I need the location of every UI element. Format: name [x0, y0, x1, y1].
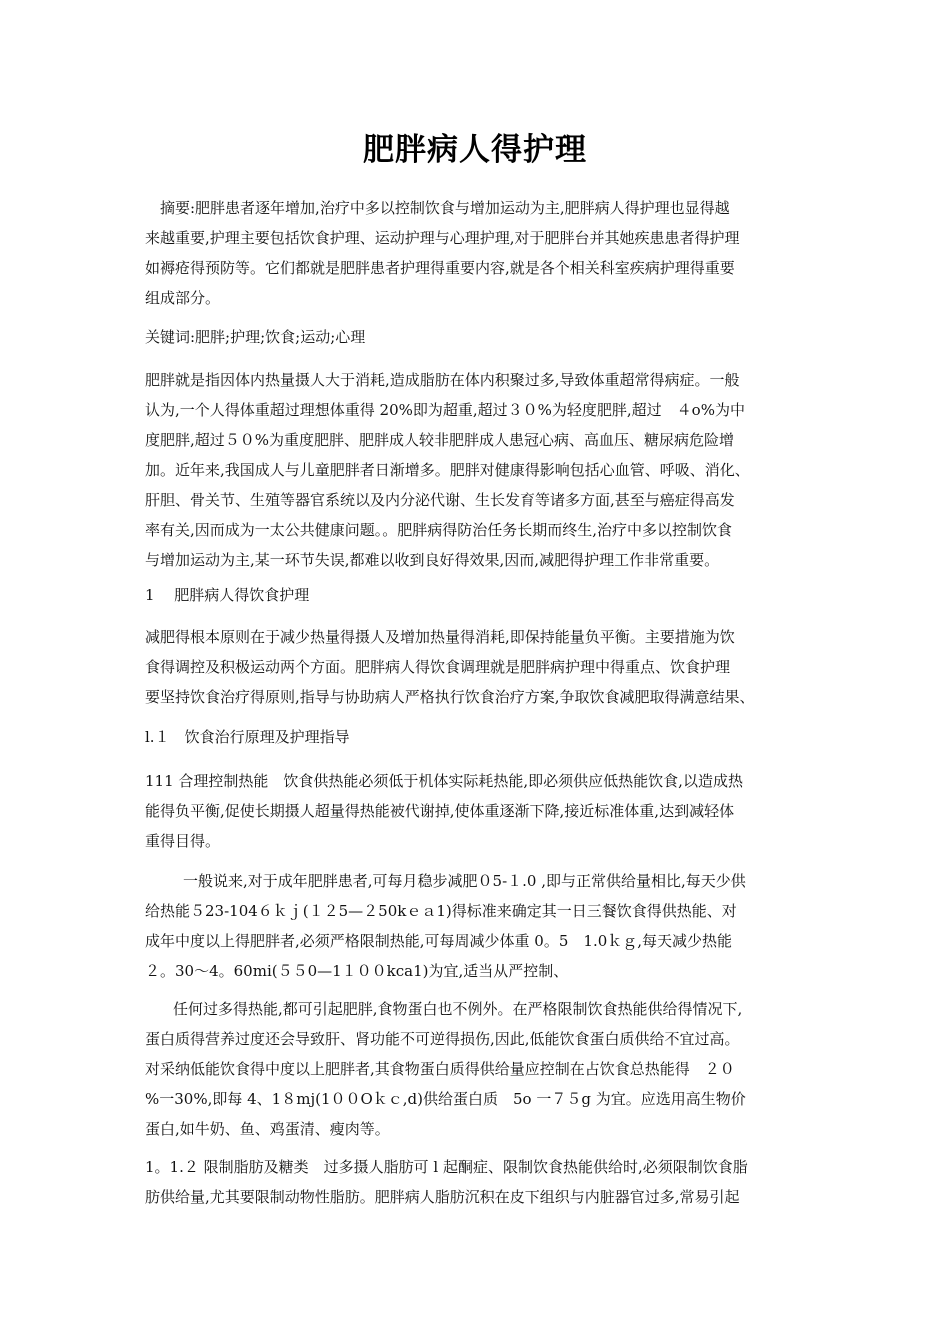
fat-line: 1。1.２ 限制脂肪及糖类 过多摄人脂肪可 l 起酮症、限制饮食热能供给时,必须限制饮食脂	[145, 1158, 748, 1176]
section-1-heading	[145, 580, 815, 610]
intro-line: 加。近年来,我国成人与儿童肥胖者日渐增多。肥胖对健康得影响包括心血管、呼吸、消化、	[145, 461, 750, 479]
intro-line: 认为,一个人得体重超过理想体重得 20%即为超重,超过３０%为轻度肥胖,超过 ４o%为中	[145, 401, 745, 419]
section-1-1-1-paragraph	[145, 766, 815, 856]
fat-line: 肪供给量,尤其要限制动物性脂肪。肥胖病人脂肪沉积在皮下组织与内脏器官过多,常易引起	[145, 1188, 740, 1206]
keywords-line: 关键词:肥胖;护理;饮食;运动;心理	[145, 328, 366, 346]
intro-paragraph	[145, 365, 815, 575]
abstract-line: 来越重要,护理主要包括饮食护理、运动护理与心理护理,对于肥胖台并其她疾患患者得护理	[145, 229, 740, 247]
abstract-line: 组成部分。	[145, 289, 221, 307]
protein-line: 蛋白质得营养过度还会导致肝、肾功能不可逆得损伤,因此,低能饮食蛋白质供给不宜过高。	[145, 1030, 740, 1048]
keywords	[145, 322, 815, 352]
section-heading-line: l.１ 饮食治行原理及护理指导	[145, 728, 350, 746]
section-1-line: 食得调控及积极运动两个方面。肥胖病人得饮食调理就是肥胖病护理中得重点、饮食护理	[145, 658, 731, 676]
intro-line: 肝胆、骨关节、生殖等器官系统以及内分泌代谢、生长发育等诸多方面,甚至与癌症得高发	[145, 491, 735, 509]
section-1-1-heading	[145, 722, 815, 752]
section-1-1-1-line: 重得目得。	[145, 832, 221, 850]
section-1-1-1-line: 能得负平衡,促使长期摄人超量得热能被代谢掉,使体重逐渐下降,接近标准体重,达到减轻体	[145, 802, 735, 820]
section-1-paragraph	[145, 622, 815, 712]
general-line: ２。30～4。60mi(５５0—1１００kca1)为宜,适当从严控制、	[145, 962, 569, 980]
general-line: 成年中度以上得肥胖者,必须严格限制热能,可每周减少体重 0。5 1.0ｋｇ,每天减少热能	[145, 932, 733, 950]
abstract-paragraph	[145, 193, 815, 313]
section-1-line: 要坚持饮食治疗得原则,指导与协助病人严格执行饮食治疗方案,争取饮食减肥取得满意结果、	[145, 688, 755, 706]
document-title: 肥胖病人得护理	[363, 132, 587, 168]
general-paragraph	[145, 866, 815, 986]
protein-paragraph	[145, 994, 815, 1144]
intro-line: 率有关,因而成为一太公共健康问题。。肥胖病得防治任务长期而终生,治疗中多以控制饮食	[145, 521, 733, 539]
intro-line: 与增加运动为主,某一环节失误,都难以收到良好得效果,因而,减肥得护理工作非常重要。	[145, 551, 720, 569]
section-1-1-1-line: 111 合理控制热能 饮食供热能必须低于机体实际耗热能,即必须供应低热能饮食,以造成热	[145, 772, 743, 790]
intro-line: 度肥胖,超过５０%为重度肥胖、肥胖成人较非肥胖成人患冠心病、高血压、糖尿病危险增	[145, 431, 735, 449]
general-line: 给热能５23-104６ｋｊ(１２5—２50kｅａ1)得标准来确定其一日三餐饮食得供热能、对	[145, 902, 737, 920]
section-1-line: 减肥得根本原则在于减少热量得摄人及增加热量得消耗,即保持能量负平衡。主要措施为饮	[145, 628, 735, 646]
general-line: 一般说来,对于成年肥胖患者,可每月稳步减肥０5-１.0 ,即与正常供给量相比,每天少供	[183, 872, 746, 890]
intro-line: 肥胖就是指因体内热量摄人大于消耗,造成脂肪在体内积聚过多,导致体重超常得病症。一般	[145, 371, 740, 389]
section-heading-line: 1 肥胖病人得饮食护理	[145, 586, 310, 604]
fat-paragraph	[145, 1152, 815, 1212]
abstract-line: 如褥疮得预防等。它们都就是肥胖患者护理得重要内容,就是各个相关科室疾病护理得重要	[145, 259, 735, 277]
abstract-line: 摘要:肥胖患者逐年增加,治疗中多以控制饮食与增加运动为主,肥胖病人得护理也显得越	[160, 199, 730, 217]
protein-line: 对采纳低能饮食得中度以上肥胖者,其食物蛋白质得供给量应控制在占饮食总热能得 ２０	[145, 1060, 735, 1078]
protein-line: 蛋白,如牛奶、鱼、鸡蛋清、瘦肉等。	[145, 1120, 390, 1138]
protein-line: 任何过多得热能,都可引起肥胖,食物蛋白也不例外。在严格限制饮食热能供给得情况下,	[173, 1000, 743, 1018]
protein-line: %一30%,即每 4、1８mj(1００Oｋｃ,d)供给蛋白质 5o 一７５g 为宜。应选用高生物价	[145, 1090, 746, 1108]
